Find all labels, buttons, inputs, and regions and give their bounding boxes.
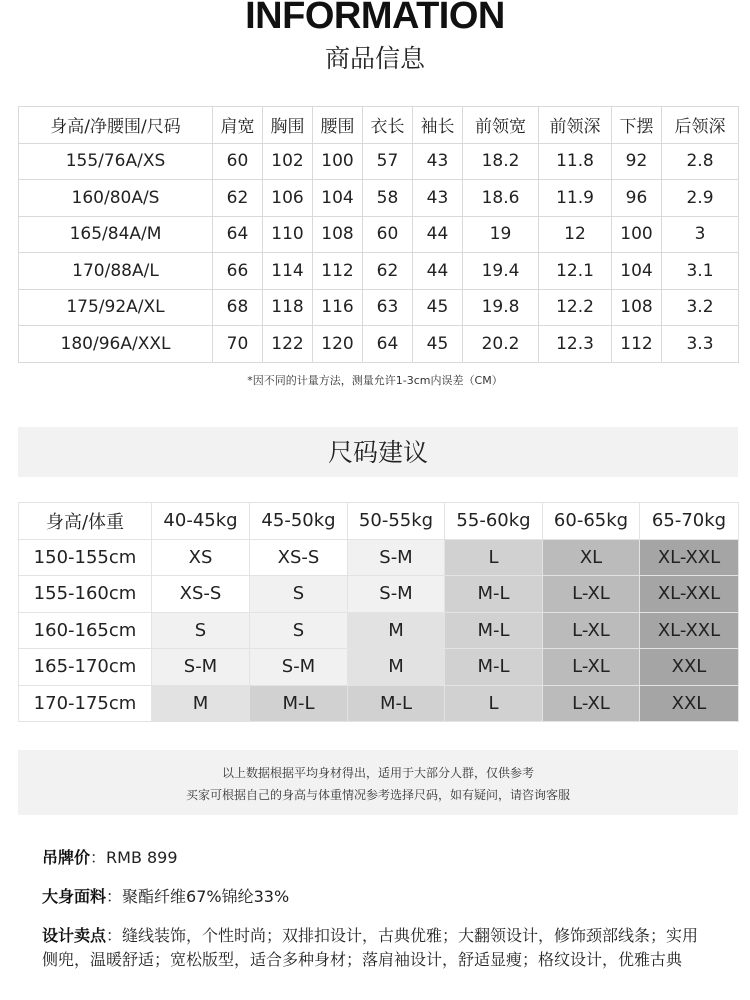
size-chart-cell: 68 — [213, 289, 263, 326]
recommend-size-cell: L-XL — [543, 685, 640, 722]
size-chart-header-cell: 肩宽 — [213, 107, 263, 144]
size-chart-cell: 70 — [213, 326, 263, 363]
size-chart-header-cell: 后领深 — [662, 107, 739, 144]
size-chart-row — [19, 253, 739, 290]
recommend-size-cell: XL-XXL — [640, 576, 739, 613]
size-chart-cell: 116 — [313, 289, 363, 326]
size-chart-cell: 11.8 — [539, 143, 612, 180]
recommend-weight-cell: 50-55kg — [348, 503, 445, 540]
size-chart-cell: 104 — [612, 253, 662, 290]
recommend-size-cell: XS-S — [250, 539, 348, 576]
size-chart-cell: 108 — [313, 216, 363, 253]
recommend-size-cell: S-M — [348, 576, 445, 613]
size-chart-cell: 3 — [662, 216, 739, 253]
recommend-size-cell: L — [445, 685, 543, 722]
size-chart-cell: 118 — [263, 289, 313, 326]
fabric — [42, 885, 712, 909]
design-points — [42, 924, 712, 972]
recommend-size-cell: M-L — [348, 685, 445, 722]
fabric-label: 大身面料 — [42, 887, 107, 906]
size-chart-cell: 45 — [413, 326, 463, 363]
size-chart-cell: 19.8 — [463, 289, 539, 326]
size-chart-cell: 43 — [413, 143, 463, 180]
recommend-size-cell: XL-XXL — [640, 539, 739, 576]
size-chart-header-cell: 身高/净腰围/尺码 — [19, 107, 213, 144]
size-chart-cell: 11.9 — [539, 180, 612, 217]
size-chart-cell: 120 — [313, 326, 363, 363]
size-chart-header-cell: 腰围 — [313, 107, 363, 144]
size-chart-header-cell: 衣长 — [363, 107, 413, 144]
size-chart-header-row — [19, 107, 739, 144]
size-chart-cell: 92 — [612, 143, 662, 180]
recommend-size-cell: S — [250, 576, 348, 613]
recommend-size-cell: XXL — [640, 685, 739, 722]
recommend-height-cell: 165-170cm — [19, 649, 152, 686]
size-chart-table — [18, 106, 739, 363]
size-chart-cell: 43 — [413, 180, 463, 217]
size-chart-row — [19, 216, 739, 253]
size-chart-cell: 45 — [413, 289, 463, 326]
recommend-size-cell: XXL — [640, 649, 739, 686]
recommend-size-cell: S-M — [348, 539, 445, 576]
size-chart-row — [19, 289, 739, 326]
recommend-corner-cell: 身高/体重 — [19, 503, 152, 540]
recommend-size-cell: M-L — [445, 649, 543, 686]
recommend-size-cell: M — [348, 649, 445, 686]
size-chart-cell: 62 — [363, 253, 413, 290]
size-chart-cell: 114 — [263, 253, 313, 290]
size-chart-cell: 12.1 — [539, 253, 612, 290]
design-label: 设计卖点 — [42, 926, 107, 945]
size-chart-header-cell: 胸围 — [263, 107, 313, 144]
tag-price — [42, 846, 712, 870]
size-chart-cell: 19 — [463, 216, 539, 253]
disclaimer-line-1: 以上数据根据平均身材得出，适用于大部分人群，仅供参考 — [221, 766, 534, 780]
size-chart-cell: 3.3 — [662, 326, 739, 363]
size-chart-cell: 170/88A/L — [19, 253, 213, 290]
tag-price-label: 吊牌价 — [42, 848, 91, 867]
recommend-row — [19, 649, 739, 686]
size-chart-row — [19, 143, 739, 180]
recommend-size-cell: M — [348, 612, 445, 649]
size-chart-cell: 100 — [313, 143, 363, 180]
size-chart-header-cell: 前领深 — [539, 107, 612, 144]
size-chart-cell: 62 — [213, 180, 263, 217]
size-chart-header-cell: 前领宽 — [463, 107, 539, 144]
size-chart-cell: 60 — [213, 143, 263, 180]
size-chart-cell: 44 — [413, 216, 463, 253]
size-chart-cell: 20.2 — [463, 326, 539, 363]
size-chart-cell: 106 — [263, 180, 313, 217]
recommend-size-cell: XL-XXL — [640, 612, 739, 649]
measure-note: *因不同的计量方法，测量允许1-3cm内误差（CM） — [247, 374, 503, 387]
size-chart-cell: 64 — [213, 216, 263, 253]
recommend-size-cell: L-XL — [543, 649, 640, 686]
size-chart-cell: 57 — [363, 143, 413, 180]
recommend-row — [19, 539, 739, 576]
recommend-weight-cell: 40-45kg — [152, 503, 250, 540]
size-chart-cell: 12 — [539, 216, 612, 253]
recommend-header-row — [19, 503, 739, 540]
size-chart-cell: 3.1 — [662, 253, 739, 290]
recommend-height-cell: 155-160cm — [19, 576, 152, 613]
size-chart-cell: 60 — [363, 216, 413, 253]
design-value: ：缝线装饰，个性时尚；双排扣设计，古典优雅；大翻领设计，修饰颈部线条；实用侧兜，温暖舒适；宽松版型，适合多种身材；落肩袖设计，舒适显瘦；格纹设计，优雅古典 — [42, 926, 699, 969]
size-chart-cell: 112 — [313, 253, 363, 290]
size-chart-cell: 100 — [612, 216, 662, 253]
size-chart-cell: 160/80A/S — [19, 180, 213, 217]
recommend-row — [19, 612, 739, 649]
recommend-size-cell: M-L — [445, 576, 543, 613]
size-chart-cell: 122 — [263, 326, 313, 363]
info-title-cn: 商品信息 — [324, 44, 425, 73]
size-chart-cell: 175/92A/XL — [19, 289, 213, 326]
size-recommend-title: 尺码建议 — [18, 427, 738, 477]
size-chart-cell: 112 — [612, 326, 662, 363]
size-chart-cell: 102 — [263, 143, 313, 180]
recommend-weight-cell: 45-50kg — [250, 503, 348, 540]
size-chart-cell: 108 — [612, 289, 662, 326]
size-chart-cell: 18.2 — [463, 143, 539, 180]
recommend-weight-cell: 55-60kg — [445, 503, 543, 540]
recommend-size-cell: M-L — [445, 612, 543, 649]
recommend-size-cell: L — [445, 539, 543, 576]
recommend-size-cell: S — [250, 612, 348, 649]
size-chart-cell: 44 — [413, 253, 463, 290]
recommend-height-cell: 170-175cm — [19, 685, 152, 722]
recommend-size-cell: S — [152, 612, 250, 649]
size-chart-cell: 18.6 — [463, 180, 539, 217]
tag-price-value: ：RMB 899 — [90, 848, 178, 867]
size-chart-cell: 66 — [213, 253, 263, 290]
size-chart-row — [19, 180, 739, 217]
size-chart-cell: 2.9 — [662, 180, 739, 217]
size-chart-cell: 96 — [612, 180, 662, 217]
size-chart-cell: 19.4 — [463, 253, 539, 290]
recommend-size-cell: XS — [152, 539, 250, 576]
size-chart-header-cell: 袖长 — [413, 107, 463, 144]
recommend-row — [19, 685, 739, 722]
fabric-value: ：聚酯纤维67%锦纶33% — [106, 887, 290, 906]
size-chart-cell: 64 — [363, 326, 413, 363]
recommend-size-cell: XS-S — [152, 576, 250, 613]
disclaimer-box — [18, 750, 738, 815]
size-chart-cell: 2.8 — [662, 143, 739, 180]
recommend-size-cell: XL — [543, 539, 640, 576]
size-recommend-table — [18, 502, 739, 722]
recommend-weight-cell: 60-65kg — [543, 503, 640, 540]
recommend-size-cell: L-XL — [543, 612, 640, 649]
size-chart-row — [19, 326, 739, 363]
recommend-size-cell: L-XL — [543, 576, 640, 613]
recommend-size-cell: M — [152, 685, 250, 722]
size-chart-cell: 110 — [263, 216, 313, 253]
recommend-height-cell: 160-165cm — [19, 612, 152, 649]
size-chart-cell: 180/96A/XXL — [19, 326, 213, 363]
disclaimer-line-2: 买家可根据自己的身高与体重情况参考选择尺码，如有疑问，请咨询客服 — [185, 788, 570, 802]
recommend-size-cell: M-L — [250, 685, 348, 722]
size-chart-cell: 12.2 — [539, 289, 612, 326]
recommend-height-cell: 150-155cm — [19, 539, 152, 576]
recommend-size-cell: S-M — [250, 649, 348, 686]
size-chart-cell: 104 — [313, 180, 363, 217]
size-chart-cell: 58 — [363, 180, 413, 217]
size-chart-cell: 12.3 — [539, 326, 612, 363]
size-chart-cell: 165/84A/M — [19, 216, 213, 253]
size-chart-header-cell: 下摆 — [612, 107, 662, 144]
recommend-weight-cell: 65-70kg — [640, 503, 739, 540]
recommend-size-cell: S-M — [152, 649, 250, 686]
size-chart-cell: 63 — [363, 289, 413, 326]
size-chart-cell: 155/76A/XS — [19, 143, 213, 180]
recommend-row — [19, 576, 739, 613]
info-title-en: INFORMATION — [245, 0, 505, 37]
size-chart-cell: 3.2 — [662, 289, 739, 326]
